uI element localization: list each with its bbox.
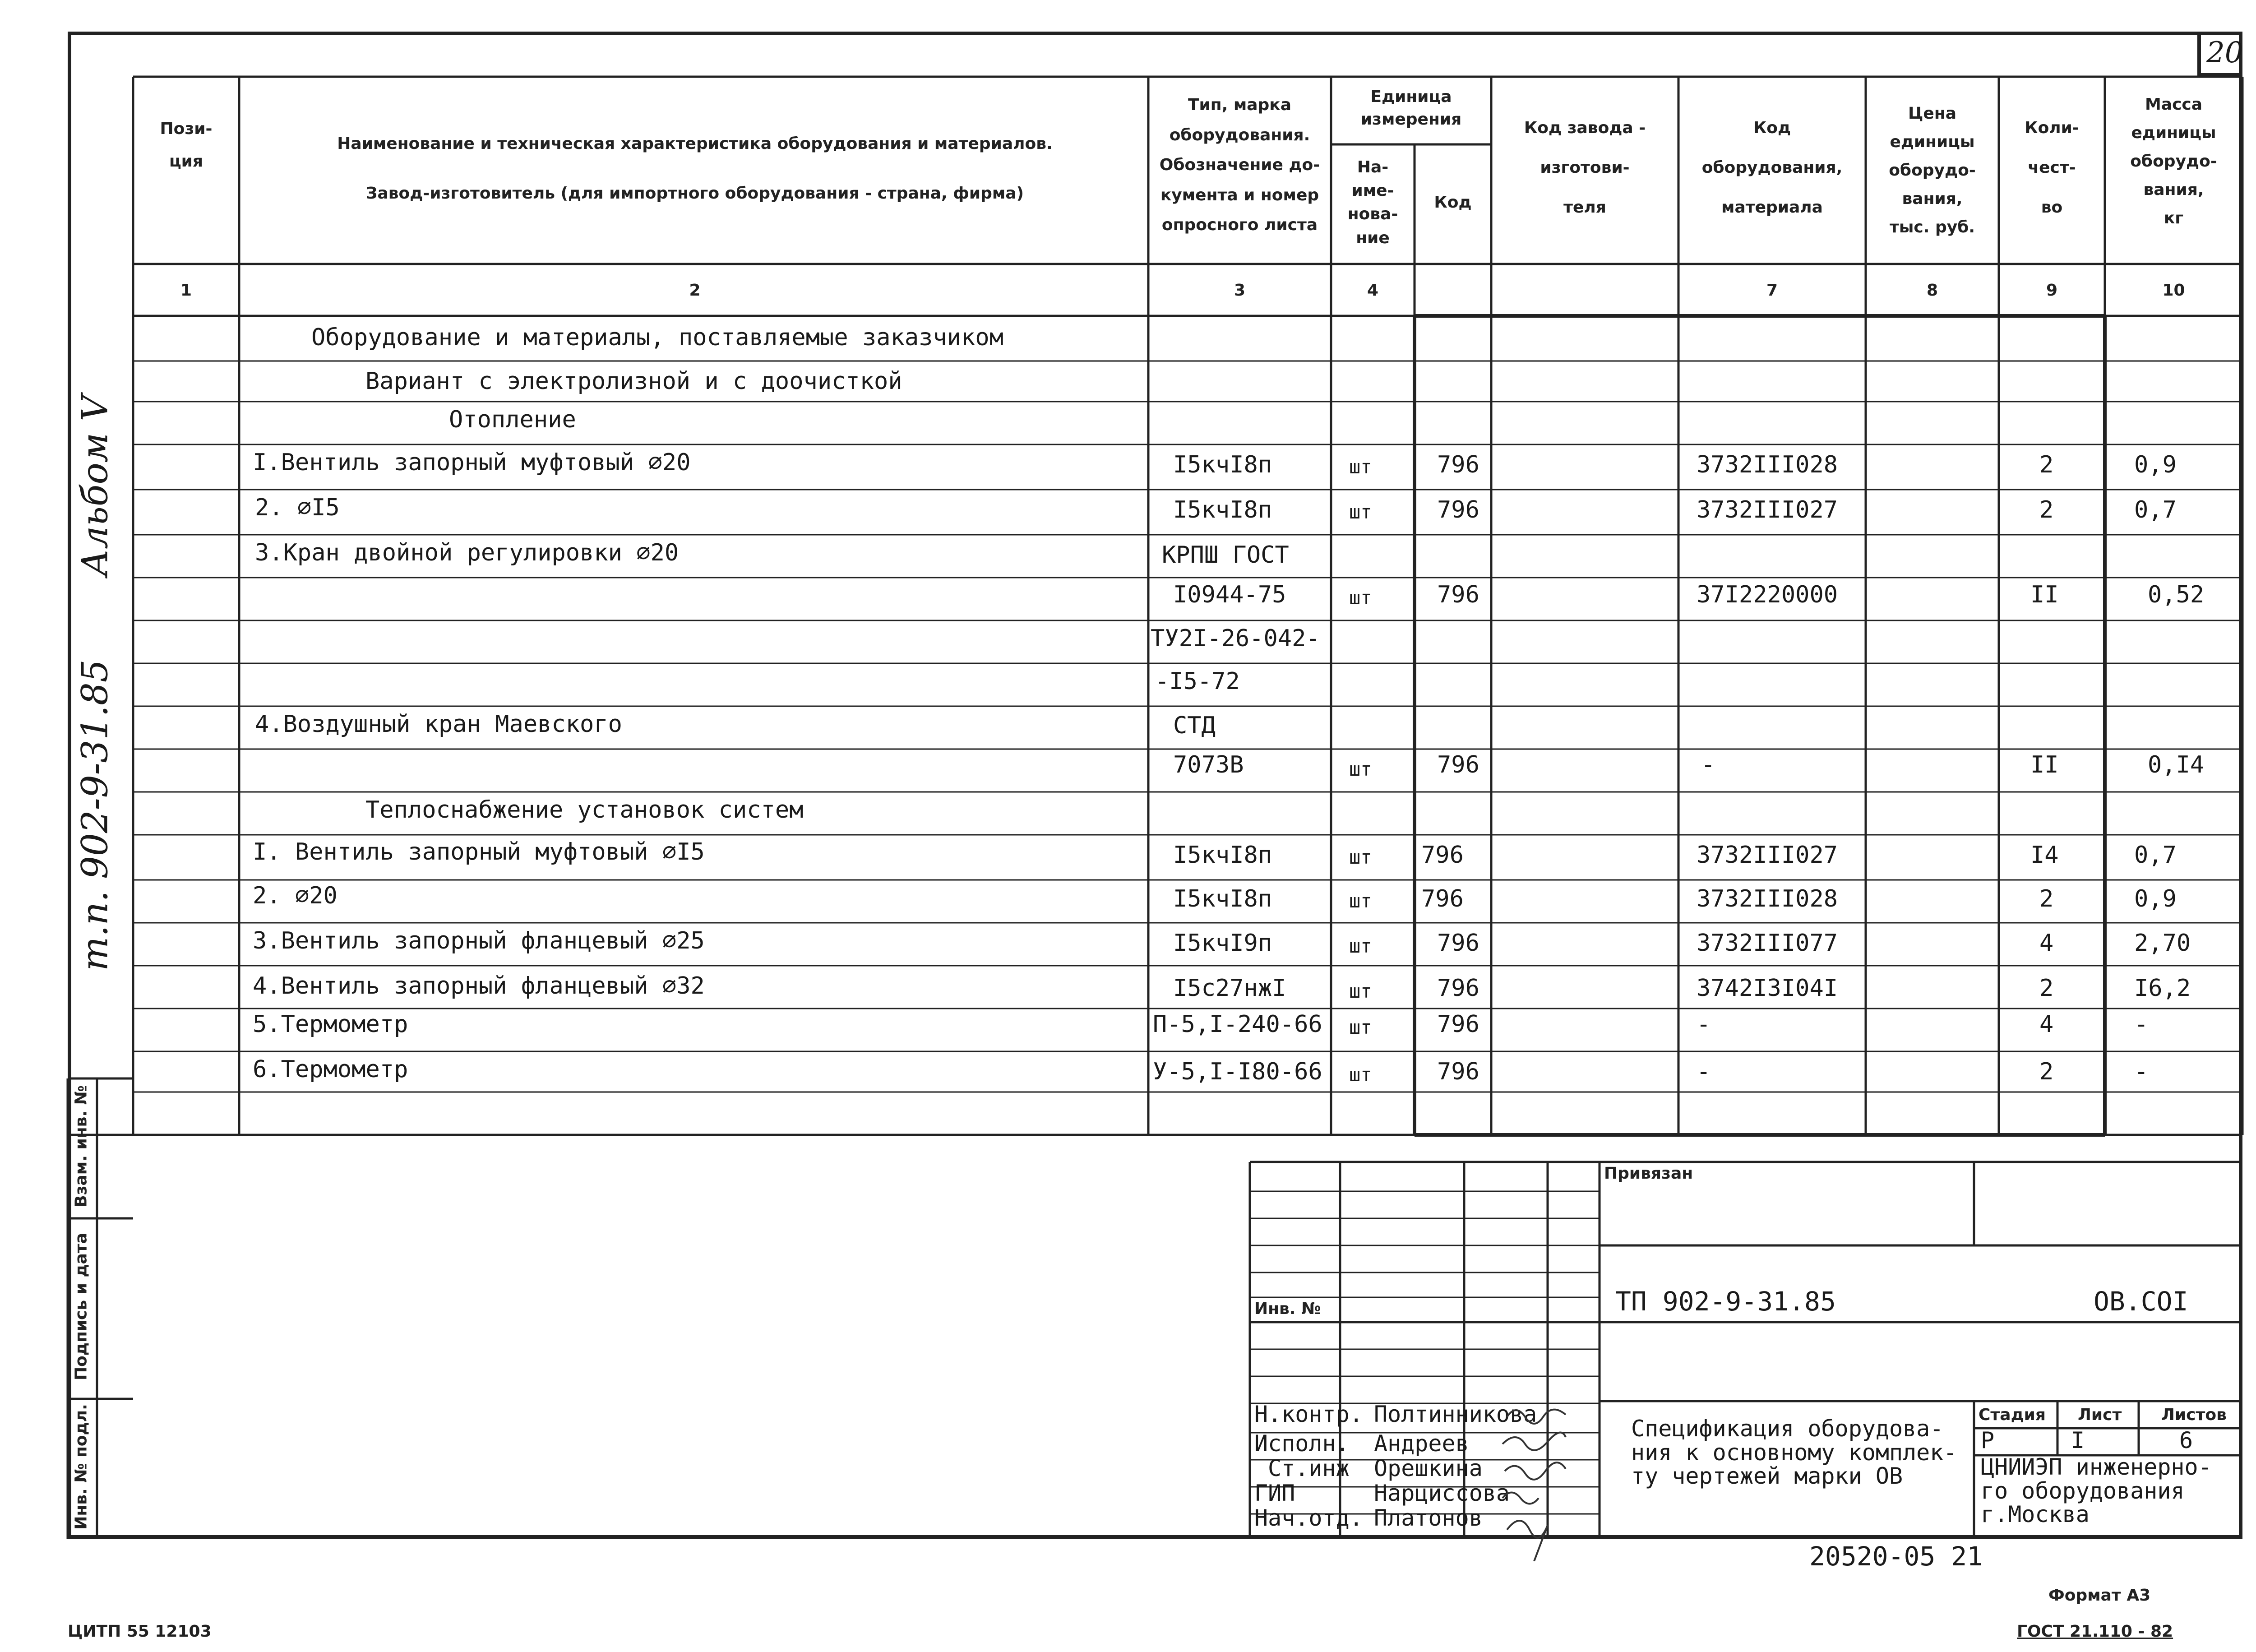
archive-number: 20520-05 21 (1809, 1541, 1983, 1572)
row-mass: 0,7 (2134, 496, 2177, 523)
row-eq-code: - (1701, 751, 1715, 778)
gost-label: ГОСТ 21.110 - 82 (2017, 1622, 2173, 1641)
row-mass: I6,2 (2134, 975, 2191, 1002)
row-name: I. Вентиль запорный муфтовый ⌀I5 (253, 838, 705, 865)
doc-code: ТП 902-9-31.85 (1615, 1286, 1836, 1317)
row-type: I0944-75 (1173, 581, 1286, 608)
row-name: 3.Кран двойной регулировки ⌀20 (255, 539, 679, 566)
row-unit: шт (1349, 456, 1372, 478)
signer-name: Нарциссова (1374, 1480, 1510, 1506)
row-code: 796 (1437, 451, 1479, 478)
podpis-data-label: Подпись и дата (72, 1233, 91, 1380)
signer-role: Нач.отд. (1254, 1505, 1363, 1531)
row-type: -I5-72 (1155, 668, 1240, 695)
row-qty: 2 (2039, 1058, 2054, 1085)
signer-role: Исполн. (1254, 1430, 1350, 1457)
signer-name: Платонов (1374, 1505, 1483, 1531)
row-unit: шт (1349, 1064, 1372, 1086)
row-mass: - (2134, 1011, 2149, 1038)
signer-name: Андреев (1374, 1430, 1469, 1457)
header-plant-code: Код завода - изготови- теля (1524, 119, 1646, 217)
row-mass: 0,7 (2134, 842, 2177, 869)
row-name: I.Вентиль запорный муфтовый ⌀20 (253, 449, 691, 476)
row-name: 2. ⌀20 (253, 882, 337, 909)
header-type: Тип, марка оборудования. Обозначение до- кумента и номер опросного листа (1159, 96, 1320, 235)
header-unit-group: Единица измерения (1360, 88, 1462, 129)
sheets-value: 6 (2179, 1427, 2193, 1453)
row-mass: 0,9 (2134, 885, 2177, 912)
row-unit: шт (1349, 501, 1372, 523)
row-type: П-5,I-240-66 (1153, 1011, 1322, 1038)
row-name: Теплоснабжение установок систем (365, 796, 804, 824)
row-unit: шт (1349, 1016, 1372, 1038)
row-type: У-5,I-I80-66 (1153, 1058, 1322, 1085)
row-qty: II (2030, 581, 2059, 608)
doc-title: Спецификация оборудова- ния к основному комплек- ту чертежей марки ОВ (1631, 1416, 1957, 1489)
signer-role: Ст.инж (1268, 1455, 1350, 1481)
row-mass: - (2134, 1058, 2149, 1085)
row-type: I5кчI8п (1173, 496, 1272, 523)
row-qty: II (2030, 751, 2059, 778)
row-code: 796 (1421, 885, 1464, 912)
colnum-8: 8 (1926, 281, 1938, 300)
signer-role: Н.контр. (1254, 1401, 1363, 1427)
row-qty: 2 (2039, 496, 2054, 523)
privyazan-label: Привязан (1604, 1164, 1693, 1183)
sheet-value: I (2071, 1427, 2085, 1453)
row-type: КРПШ ГОСТ (1162, 541, 1289, 569)
row-code: 796 (1437, 975, 1479, 1002)
row-code: 796 (1437, 930, 1479, 957)
header-position: Пози- ция (160, 120, 213, 171)
sheets-label: Листов (2161, 1406, 2227, 1424)
sheet-number: 20 (2206, 36, 2243, 69)
row-code: 796 (1437, 1011, 1479, 1038)
row-qty: 2 (2039, 451, 2054, 478)
row-code: 796 (1437, 496, 1479, 523)
row-type: I5кчI8п (1173, 842, 1272, 869)
row-mass: 0,I4 (2148, 751, 2205, 778)
format-label: Формат А3 (2048, 1586, 2151, 1605)
colnum-3: 3 (1234, 281, 1246, 300)
album-label: Альбом V (74, 395, 116, 577)
project-code-side: т.п. 902-9-31.85 (74, 659, 116, 971)
row-mass: 2,70 (2134, 930, 2191, 957)
row-eq-code: 3732III077 (1697, 930, 1838, 957)
row-type: I5кчI8п (1173, 885, 1272, 912)
row-qty: 4 (2039, 1011, 2054, 1038)
header-name-line1: Наименование и техническая характеристика оборудования и материалов. (337, 134, 1053, 153)
stage-label: Стадия (1979, 1406, 2046, 1424)
row-type: 7073В (1173, 751, 1244, 778)
doc-mark: ОВ.СОI (2094, 1286, 2188, 1317)
header-price: Цена единицы оборудо- вания, тыс. руб. (1889, 104, 1976, 236)
row-eq-code: 3732III027 (1697, 842, 1838, 869)
row-type: I5кчI8п (1173, 451, 1272, 478)
row-eq-code: 3732III027 (1697, 496, 1838, 523)
inv-podl-label: Инв. № подл. (72, 1404, 91, 1530)
row-name: 2. ⌀I5 (255, 494, 340, 521)
header-unit-name: На- име- нова- ние (1347, 158, 1398, 247)
row-type: I5с27нжI (1173, 975, 1286, 1002)
header-equipment-code: Код оборудования, материала (1701, 119, 1843, 217)
row-unit: шт (1349, 846, 1372, 868)
colnum-10: 10 (2162, 281, 2185, 300)
row-eq-code: - (1697, 1058, 1711, 1085)
signer-name: Полтинникова (1374, 1401, 1537, 1427)
row-code: 796 (1437, 751, 1479, 778)
row-eq-code: 37I2220000 (1697, 581, 1838, 608)
row-eq-code: - (1697, 1011, 1711, 1038)
row-type: ТУ2I-26-042- (1151, 625, 1320, 652)
colnum-2: 2 (689, 281, 701, 300)
row-unit: шт (1349, 758, 1372, 780)
row-name: 6.Термометр (253, 1056, 408, 1083)
row-type: I5кчI9п (1173, 930, 1272, 957)
stage-value: Р (1981, 1427, 1995, 1453)
row-unit: шт (1349, 935, 1372, 957)
organization: ЦНИИЭП инженерно- го оборудования г.Москва (1981, 1454, 2212, 1527)
citp-code: ЦИТП 55 12103 (68, 1622, 212, 1641)
header-mass: Масса единицы оборудо- вания, кг (2130, 95, 2217, 227)
colnum-1: 1 (180, 281, 192, 300)
row-qty: 2 (2039, 975, 2054, 1002)
row-qty: I4 (2030, 842, 2059, 869)
row-code: 796 (1437, 581, 1479, 608)
sheet-label: Лист (2078, 1406, 2122, 1424)
header-name-line2: Завод-изготовитель (для импортного оборудования - страна, фирма) (365, 184, 1024, 203)
row-unit: шт (1349, 980, 1372, 1002)
signer-role: ГИП (1254, 1480, 1295, 1506)
colnum-9: 9 (2046, 281, 2058, 300)
header-quantity: Коли- чест- во (2025, 119, 2079, 217)
row-eq-code: 3742I3I04I (1697, 975, 1838, 1002)
colnum-7: 7 (1766, 281, 1778, 300)
row-code: 796 (1421, 842, 1464, 869)
row-type: СТД (1173, 712, 1216, 739)
row-mass: 0,52 (2148, 581, 2205, 608)
row-unit: шт (1349, 890, 1372, 912)
row-name: 4.Воздушный кран Маевского (255, 711, 622, 738)
row-qty: 4 (2039, 930, 2054, 957)
signer-name: Орешкина (1374, 1455, 1483, 1481)
row-name: Отопление (449, 406, 576, 433)
row-name: 5.Термометр (253, 1011, 408, 1038)
inv-no-label: Инв. № (1254, 1300, 1321, 1318)
row-name: 4.Вентиль запорный фланцевый ⌀32 (253, 972, 705, 1000)
row-name: Оборудование и материалы, поставляемые заказчиком (311, 324, 1004, 351)
row-qty: 2 (2039, 885, 2054, 912)
row-eq-code: 3732III028 (1697, 885, 1838, 912)
row-name: Вариант с электролизной и с доочисткой (365, 368, 902, 395)
row-code: 796 (1437, 1058, 1479, 1085)
row-name: 3.Вентиль запорный фланцевый ⌀25 (253, 927, 705, 954)
colnum-4: 4 (1367, 281, 1379, 300)
signatures-image (1498, 1399, 1588, 1561)
row-unit: шт (1349, 587, 1372, 609)
header-unit-code: Код (1434, 193, 1472, 212)
vzam-inv-label: Взам. инв. № (72, 1085, 91, 1208)
row-mass: 0,9 (2134, 451, 2177, 478)
row-eq-code: 3732III028 (1697, 451, 1838, 478)
